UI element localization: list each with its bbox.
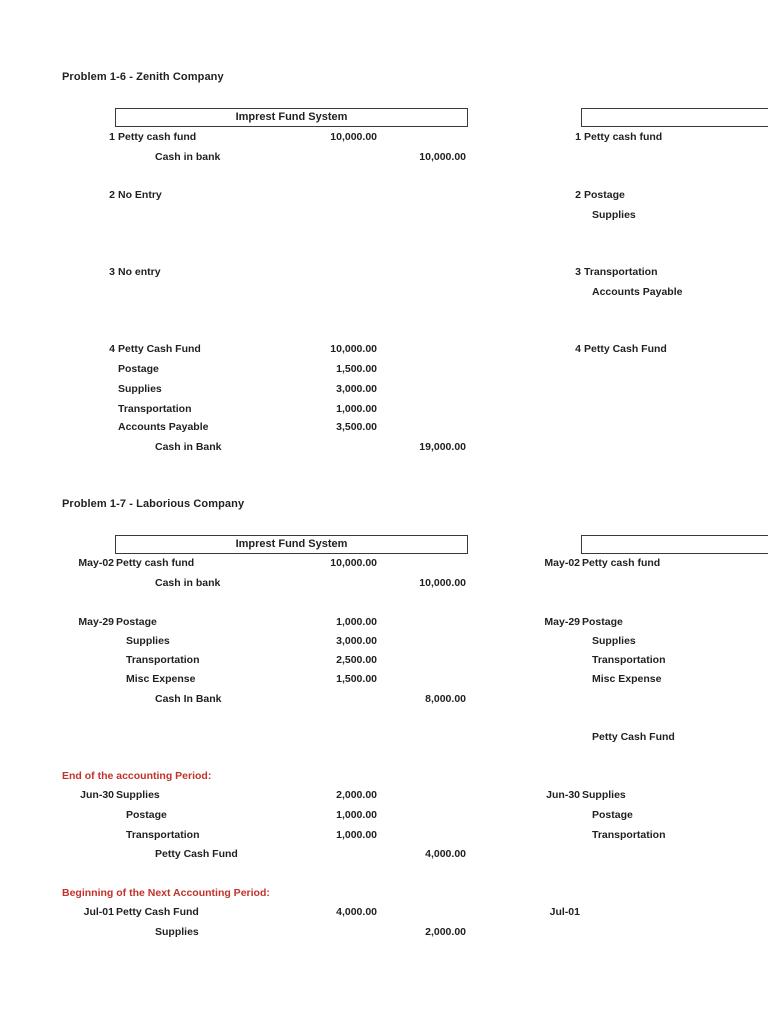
account-name: Supplies [126, 635, 170, 647]
account-name: Transportation [118, 403, 192, 415]
problem-title-1-6: Problem 1-6 - Zenith Company [62, 71, 224, 83]
account-name: Petty cash fund [118, 131, 197, 143]
debit-amount: 10,000.00 [330, 557, 377, 569]
account-name: Transportation [592, 829, 666, 841]
account-name: Misc Expense [592, 673, 662, 685]
account-name: Cash In Bank [155, 693, 222, 705]
account-name: Supplies [116, 789, 160, 801]
account-name: Postage [118, 363, 159, 375]
debit-amount: 1,000.00 [336, 403, 377, 415]
account-name: Petty Cash Fund [118, 343, 201, 355]
account-name: Transportation [126, 654, 200, 666]
account-name: Postage [116, 616, 157, 628]
credit-amount: 2,000.00 [425, 926, 466, 938]
entry-number: 4 [575, 343, 581, 355]
debit-amount: 10,000.00 [330, 131, 377, 143]
debit-amount: 3,000.00 [336, 635, 377, 647]
credit-amount: 19,000.00 [419, 441, 466, 453]
account-name: Petty cash fund [584, 131, 663, 143]
account-name: Cash in Bank [155, 441, 222, 453]
account-name: Postage [582, 616, 623, 628]
debit-amount: 3,000.00 [336, 383, 377, 395]
right-column-clipped-region [520, 0, 768, 1024]
entry-number: 4 [109, 343, 115, 355]
account-name: No Entry [118, 189, 162, 201]
account-name: Supplies [118, 383, 162, 395]
account-name: No entry [118, 266, 161, 278]
credit-amount: 8,000.00 [425, 693, 466, 705]
entry-number: 1 [109, 131, 115, 143]
entry-date: May-29 [544, 616, 580, 628]
entry-number: 2 [109, 189, 115, 201]
credit-amount: 10,000.00 [419, 151, 466, 163]
right-system-header-1-7 [581, 535, 768, 554]
account-name: Cash in bank [155, 577, 221, 589]
account-name: Petty cash fund [582, 557, 661, 569]
account-name: Transportation [126, 829, 200, 841]
note-end-of-accounting-period: End of the accounting Period: [62, 770, 212, 782]
account-name: Petty Cash Fund [155, 848, 238, 860]
account-name: Cash in bank [155, 151, 221, 163]
account-name: Accounts Payable [118, 421, 209, 433]
imprest-fund-system-header-1-7: Imprest Fund System [115, 535, 468, 554]
account-name: Postage [126, 809, 167, 821]
note-beginning-of-next-accounting-period: Beginning of the Next Accounting Period: [62, 887, 270, 899]
problem-title-1-7: Problem 1-7 - Laborious Company [62, 498, 245, 510]
entry-date: Jun-30 [546, 789, 580, 801]
entry-date: May-29 [78, 616, 114, 628]
debit-amount: 1,000.00 [336, 616, 377, 628]
entry-date: May-02 [78, 557, 114, 569]
entry-date: Jul-01 [83, 906, 114, 918]
entry-number: 2 [575, 189, 581, 201]
debit-amount: 1,000.00 [336, 829, 377, 841]
entry-number: 3 [109, 266, 115, 278]
debit-amount: 1,500.00 [336, 363, 377, 375]
entry-date: Jul-01 [549, 906, 580, 918]
account-name: Transportation [592, 654, 666, 666]
credit-amount: 10,000.00 [419, 577, 466, 589]
account-name: Petty cash fund [116, 557, 195, 569]
debit-amount: 4,000.00 [336, 906, 377, 918]
entry-number: 3 [575, 266, 581, 278]
account-name: Misc Expense [126, 673, 196, 685]
debit-amount: 1,000.00 [336, 809, 377, 821]
debit-amount: 10,000.00 [330, 343, 377, 355]
right-system-header-1-6 [581, 108, 768, 127]
account-name: Supplies [582, 789, 626, 801]
account-name: Petty Cash Fund [584, 343, 667, 355]
imprest-fund-system-header-1-6: Imprest Fund System [115, 108, 468, 127]
account-name: Petty Cash Fund [592, 731, 675, 743]
debit-amount: 2,000.00 [336, 789, 377, 801]
account-name: Transportation [584, 266, 658, 278]
entry-number: 1 [575, 131, 581, 143]
account-name: Supplies [592, 209, 636, 221]
account-name: Accounts Payable [592, 286, 683, 298]
debit-amount: 3,500.00 [336, 421, 377, 433]
account-name: Supplies [592, 635, 636, 647]
credit-amount: 4,000.00 [425, 848, 466, 860]
entry-date: May-02 [544, 557, 580, 569]
account-name: Postage [584, 189, 625, 201]
debit-amount: 1,500.00 [336, 673, 377, 685]
account-name: Supplies [155, 926, 199, 938]
entry-date: Jun-30 [80, 789, 114, 801]
debit-amount: 2,500.00 [336, 654, 377, 666]
account-name: Petty Cash Fund [116, 906, 199, 918]
account-name: Postage [592, 809, 633, 821]
